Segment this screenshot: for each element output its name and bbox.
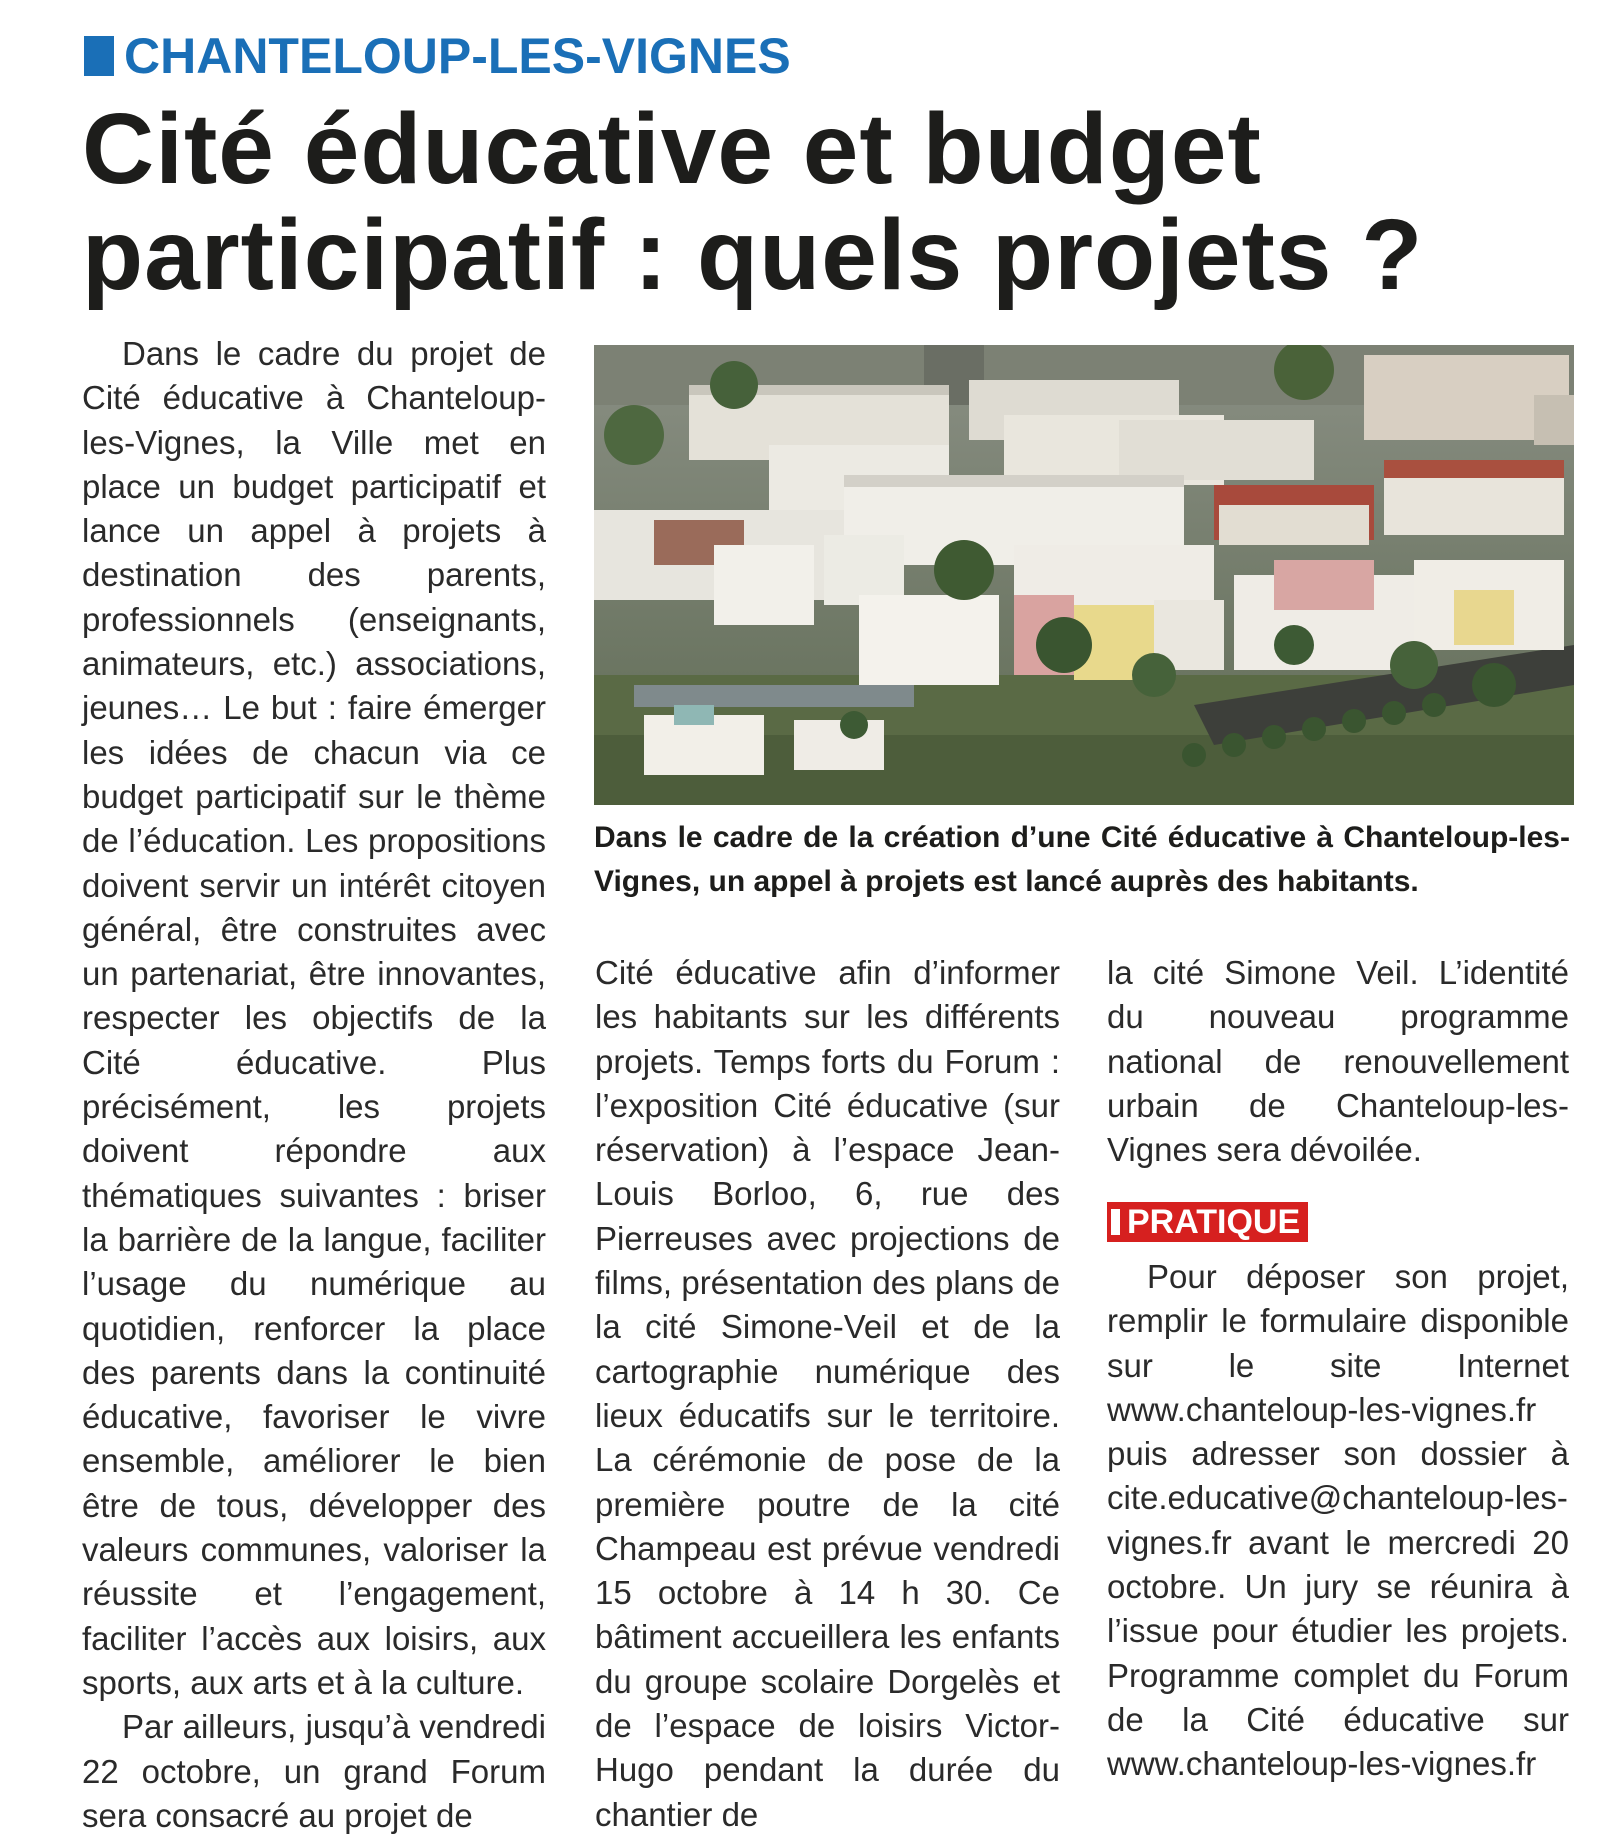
kicker-text: CHANTELOUP-LES-VIGNES [124,28,791,84]
headline: Cité éducative et budget participatif : quels projets ? [82,93,1424,311]
column-3 [1107,951,1569,1172]
pratique-square-icon [1111,1209,1120,1235]
column-1 [82,332,546,1838]
column-2 [595,951,1060,1837]
column-1-paragraph-1: Dans le cadre du projet de Cité éducative à Chanteloup-les-Vignes, la Ville met en place un budget participatif et lance un appel à projets à destination des parents, professionnels (enseignants, animateurs, etc.) associations, jeunes… Le but : faire émerger les idées de chacun via ce budget participatif sur le thème de l’éducation. Les propositions doivent servir un intérêt citoyen général, être construites avec un partenariat, être innovantes, respecter les objectifs de la Cité éducative. Plus précisément, les projets doivent répondre aux thématiques suivantes : briser la barrière de la langue, faciliter l’usage du numérique au quotidien, renforcer la place des parents dans la continuité éducative, favoriser le vivre ensemble, améliorer le bien être de tous, développer des valeurs communes, valoriser la réussite et l’engagement, faciliter l’accès aux loisirs, aux sports, aux arts et à la culture. [82,335,546,1701]
kicker-square-icon [84,36,114,76]
pratique-label-text: PRATIQUE [1127,1203,1301,1241]
photo-caption: Dans le cadre de la création d’une Cité éducative à Chanteloup-les-Vignes, un appel à projets est lancé auprès des habitants. [594,821,1570,898]
section-kicker [84,28,791,84]
column-1-paragraph-2: Par ailleurs, jusqu’à vendredi 22 octobre, un grand Forum sera consacré au projet de [82,1708,546,1834]
aerial-photo [594,345,1574,805]
pratique-text: Pour déposer son projet, remplir le formulaire disponible sur le site Internet www.chanteloup-les-vignes.fr puis adresser son dossier à cite.educative@chanteloup-les-vignes.fr avant le mercredi 20 octobre. Un jury se réunira à l’issue pour étudier les projets. Programme complet du Forum de la Cité éducative sur www.chanteloup-les-vignes.fr [1107,1258,1569,1783]
pratique-box [1107,1255,1569,1787]
aerial-city-image [594,345,1574,805]
column-2-text: Cité éducative afin d’informer les habitants sur les différents projets. Temps forts du Forum : l’exposition Cité éducative (sur réservation) à l’espace Jean-Louis Borloo, 6, rue des Pierreuses avec projections de films, présentation des plans de la cité Simone-Veil et de la cartographie numérique des lieux éducatifs sur le territoire. La cérémonie de pose de la première poutre de la cité Champeau est prévue vendredi 15 octobre à 14 h 30. Ce bâtiment accueillera les enfants du groupe scolaire Dorgelès et de l’espace de loisirs Victor-Hugo pendant la durée du chantier de [595,954,1060,1833]
pratique-label [1107,1202,1308,1242]
column-3-text: la cité Simone Veil. L’identité du nouveau programme national de renouvellement urbain de Chanteloup-les-Vignes sera dévoilée. [1107,954,1569,1169]
